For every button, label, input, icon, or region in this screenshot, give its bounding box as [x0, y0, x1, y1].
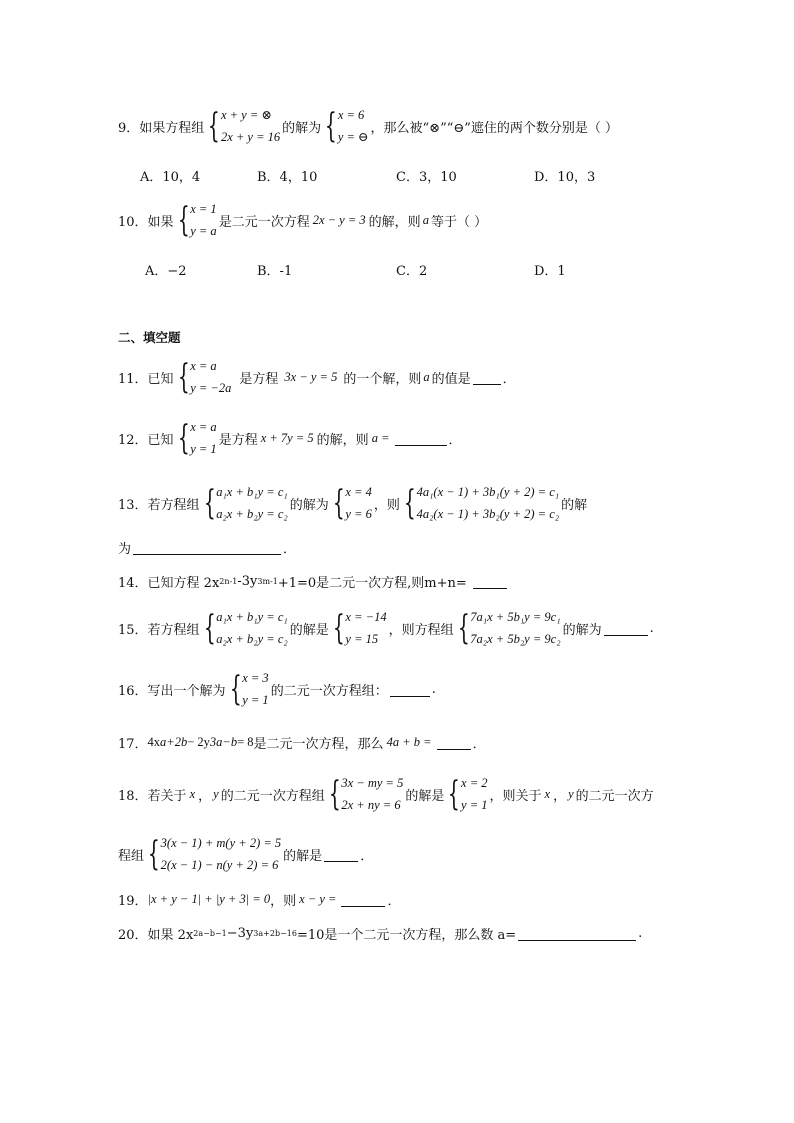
left-brace: { — [403, 483, 416, 523]
question-number: 17． — [118, 737, 148, 752]
question-15 — [118, 606, 654, 650]
question-number: 18． — [118, 788, 148, 804]
equation: 4a + b = — [386, 735, 432, 749]
question-text: 的解 — [561, 497, 588, 513]
answer-blank[interactable] — [473, 370, 501, 385]
equation-row: 7a₁x + 5b₁y = 9c₁ — [470, 610, 561, 624]
question-text: 是方程 — [239, 371, 279, 387]
question-text: 的值是 — [431, 371, 471, 387]
answer-blank[interactable] — [390, 682, 430, 697]
question-12 — [118, 416, 462, 460]
equation-row: a₁x + b₁y = c₁ — [216, 610, 288, 624]
equation-term: 4x — [147, 735, 161, 749]
option-d[interactable]: D．1 — [534, 264, 566, 279]
equation: a = — [371, 430, 390, 445]
question-text: -3y — [237, 574, 258, 589]
variable: x — [189, 786, 196, 801]
question-19 — [118, 890, 401, 909]
equation-row: 3x − my = 5 — [341, 776, 404, 790]
question-number: 10． — [118, 214, 148, 230]
question-text: ，那么被“⊗”“⊖”遮住的两个数分别是（ ） — [370, 120, 619, 136]
question-text: 的解是 — [405, 788, 445, 804]
equation: 3x − y = 5 — [284, 369, 338, 384]
equation-row: x = a — [190, 359, 217, 373]
question-text: −3y — [226, 926, 254, 941]
solution-system — [176, 416, 217, 460]
question-18 — [118, 772, 654, 816]
equation-row: x + y = ⊗ — [220, 108, 272, 122]
question-number: 16． — [118, 683, 148, 699]
equation-row: 7a₂x + 5b₂y = 9c₂ — [470, 632, 561, 646]
question-14 — [118, 572, 509, 591]
exponent: 3a−b — [209, 735, 238, 749]
left-brace: { — [147, 834, 160, 874]
equation-row: a₂x + b₂y = c₂ — [216, 632, 288, 646]
question-text: 的一个解，则 — [343, 371, 422, 387]
equation: x − y = — [299, 892, 337, 906]
left-brace: { — [328, 774, 341, 814]
left-brace: { — [448, 774, 461, 814]
equation-row: y = 1 — [461, 798, 488, 812]
solution-system — [323, 104, 368, 148]
question-number: 12． — [118, 432, 148, 448]
equation: |x + y − 1| + |y + 3| = 0 — [147, 892, 271, 906]
question-text: 若方程组 — [147, 622, 200, 638]
question-text: 已知 — [147, 371, 174, 387]
exponent: 2n-1 — [219, 577, 238, 586]
punctuation: ， — [198, 788, 212, 804]
question-text: 的二元一次方程组 — [220, 788, 325, 804]
question-text: 是方程 — [218, 432, 258, 448]
option-c[interactable]: C．3，10 — [396, 170, 457, 185]
punctuation: . — [638, 926, 643, 941]
punctuation: ． — [448, 432, 462, 448]
equation-row: y = ⊖ — [337, 130, 369, 144]
left-brace: { — [177, 418, 190, 458]
question-text: ，则 — [373, 497, 400, 513]
left-brace: { — [229, 669, 242, 709]
question-text: ，则方程组 — [388, 622, 454, 638]
solution-system — [331, 481, 372, 525]
section-heading: 二、填空题 — [118, 330, 181, 345]
question-16 — [118, 667, 436, 711]
question-text: 程组 — [118, 848, 145, 864]
equation-row: 2(x − 1) − n(y + 2) = 6 — [160, 858, 279, 872]
equation-system — [202, 481, 288, 525]
exponent: 3a+2b−16 — [253, 929, 297, 938]
question-text: 的解，则 — [368, 214, 421, 230]
equation: 2x − y = 3 — [312, 212, 366, 227]
question-text: +1=0是二元一次方程,则m+n= — [277, 576, 467, 591]
punctuation: ． — [472, 737, 486, 752]
punctuation: ． — [360, 848, 374, 864]
equation-row: x = −14 — [345, 610, 387, 624]
variable: x — [544, 786, 551, 801]
equation-row: y = 15 — [345, 632, 379, 646]
option-b[interactable]: B．4，10 — [257, 170, 318, 185]
answer-blank[interactable] — [133, 540, 281, 555]
option-b[interactable]: B．-1 — [257, 264, 293, 279]
solution-system — [446, 772, 487, 816]
exponent: 3m-1 — [257, 577, 278, 586]
question-text: 如果 2x — [147, 928, 194, 943]
question-text: 写出一个解为 — [147, 683, 226, 699]
equation-row: x = 3 — [242, 671, 269, 685]
question-number: 9． — [118, 120, 140, 136]
question-text: 为 — [118, 542, 132, 557]
solution-system — [176, 198, 217, 242]
option-c[interactable]: C．2 — [396, 264, 428, 279]
equation-row: y = 1 — [242, 693, 269, 707]
question-text: =10是一个二元一次方程，那么数 a= — [296, 928, 517, 943]
punctuation: . — [649, 620, 654, 636]
left-brace: { — [208, 106, 221, 146]
equation-system — [202, 606, 288, 650]
equation-row: x = 1 — [190, 202, 217, 216]
answer-blank[interactable] — [341, 892, 385, 907]
question-text: ，则关于 — [489, 788, 542, 804]
equation-term: = 8 — [237, 735, 254, 749]
punctuation: ． — [387, 894, 401, 909]
question-20 — [118, 924, 642, 943]
solution-system — [176, 355, 232, 399]
punctuation: ， — [553, 788, 567, 804]
equation-row: x = 6 — [337, 108, 365, 122]
question-13 — [118, 481, 587, 525]
equation-row: a₁x + b₁y = c₁ — [216, 485, 288, 499]
left-brace: { — [203, 483, 216, 523]
equation-row: x = a — [190, 420, 217, 434]
equation-row: y = a — [190, 224, 217, 238]
question-text: 的二元一次方 — [575, 788, 654, 804]
left-brace: { — [332, 483, 345, 523]
equation-row: 2x + ny = 6 — [341, 798, 401, 812]
left-brace: { — [203, 608, 216, 648]
question-number: 20． — [118, 928, 148, 943]
question-text: 的解是 — [283, 848, 323, 864]
equation-row: a₂x + b₂y = c₂ — [216, 507, 288, 521]
equation-row: y = 1 — [190, 442, 217, 456]
equation-system — [206, 104, 280, 148]
option-a[interactable]: A．−2 — [145, 264, 187, 279]
answer-blank[interactable] — [324, 847, 358, 862]
question-number: 13． — [118, 497, 148, 513]
question-text: 的解是 — [289, 622, 329, 638]
equation-row: 4a₁(x − 1) + 3b₁(y + 2) = c₁ — [416, 485, 560, 499]
question-text: 若关于 — [147, 788, 187, 804]
question-9 — [118, 104, 618, 148]
equation-row: 3(x − 1) + m(y + 2) = 5 — [160, 836, 282, 850]
question-text: 已知方程 2x — [147, 576, 220, 591]
question-number: 15． — [118, 622, 148, 638]
variable: y — [213, 786, 219, 801]
exponent: a+2b — [160, 735, 188, 749]
question-text: 的解为 — [562, 622, 602, 638]
question-text: 如果 — [147, 214, 174, 230]
equation-row: 2x + y = 16 — [220, 130, 281, 144]
target-system — [402, 481, 559, 525]
question-text: 的二元一次方程组： — [270, 683, 388, 699]
answer-blank[interactable] — [395, 431, 447, 446]
question-number: 11． — [118, 371, 148, 387]
equation: x + 7y = 5 — [260, 430, 314, 445]
answer-blank[interactable] — [473, 574, 507, 589]
question-13-continued — [118, 538, 296, 557]
question-17 — [118, 733, 486, 752]
left-brace: { — [325, 106, 337, 146]
question-10 — [118, 198, 487, 242]
solution-system — [331, 606, 387, 650]
left-brace: { — [177, 200, 190, 240]
question-text: 的解为 — [289, 497, 329, 513]
target-system — [456, 606, 561, 650]
question-text: 如果方程组 — [139, 120, 205, 136]
equation-term: − 2y — [187, 735, 210, 749]
question-18-continued — [118, 832, 373, 876]
answer-blank[interactable] — [604, 621, 648, 636]
variable: a — [423, 369, 430, 384]
equation-row: x = 4 — [345, 485, 372, 499]
punctuation: ． — [502, 371, 516, 387]
question-number: 14． — [118, 576, 148, 591]
equation-row: y = −2a — [190, 381, 232, 395]
punctuation: . — [431, 681, 436, 697]
question-text: 的解，则 — [316, 432, 369, 448]
question-text: 已知 — [147, 432, 174, 448]
exponent: 2a−b−1 — [193, 929, 227, 938]
punctuation: ． — [283, 542, 297, 557]
equation-system — [327, 772, 404, 816]
left-brace: { — [457, 608, 470, 648]
question-11 — [118, 355, 516, 399]
question-text: 是二元一次方程 — [218, 214, 310, 230]
question-text: ，则 — [270, 894, 297, 909]
variable: a — [422, 212, 429, 227]
question-text: 等于（ ） — [430, 214, 488, 230]
target-system — [146, 832, 281, 876]
variable: y — [568, 786, 574, 801]
answer-blank[interactable] — [518, 926, 636, 941]
equation-row: 4a₂(x − 1) + 3b₂(y + 2) = c₂ — [416, 507, 560, 521]
question-text: 是二元一次方程，那么 — [253, 737, 384, 752]
equation-row: y = 6 — [345, 507, 372, 521]
option-d[interactable]: D．10，3 — [534, 170, 596, 185]
option-a[interactable]: A．10，4 — [140, 170, 201, 185]
question-number: 19． — [118, 894, 148, 909]
question-text: 的解为 — [282, 120, 322, 136]
question-text: 若方程组 — [147, 497, 200, 513]
left-brace: { — [177, 357, 190, 397]
answer-blank[interactable] — [437, 735, 471, 750]
equation-row: x = 2 — [461, 776, 488, 790]
left-brace: { — [332, 608, 345, 648]
solution-system — [228, 667, 269, 711]
